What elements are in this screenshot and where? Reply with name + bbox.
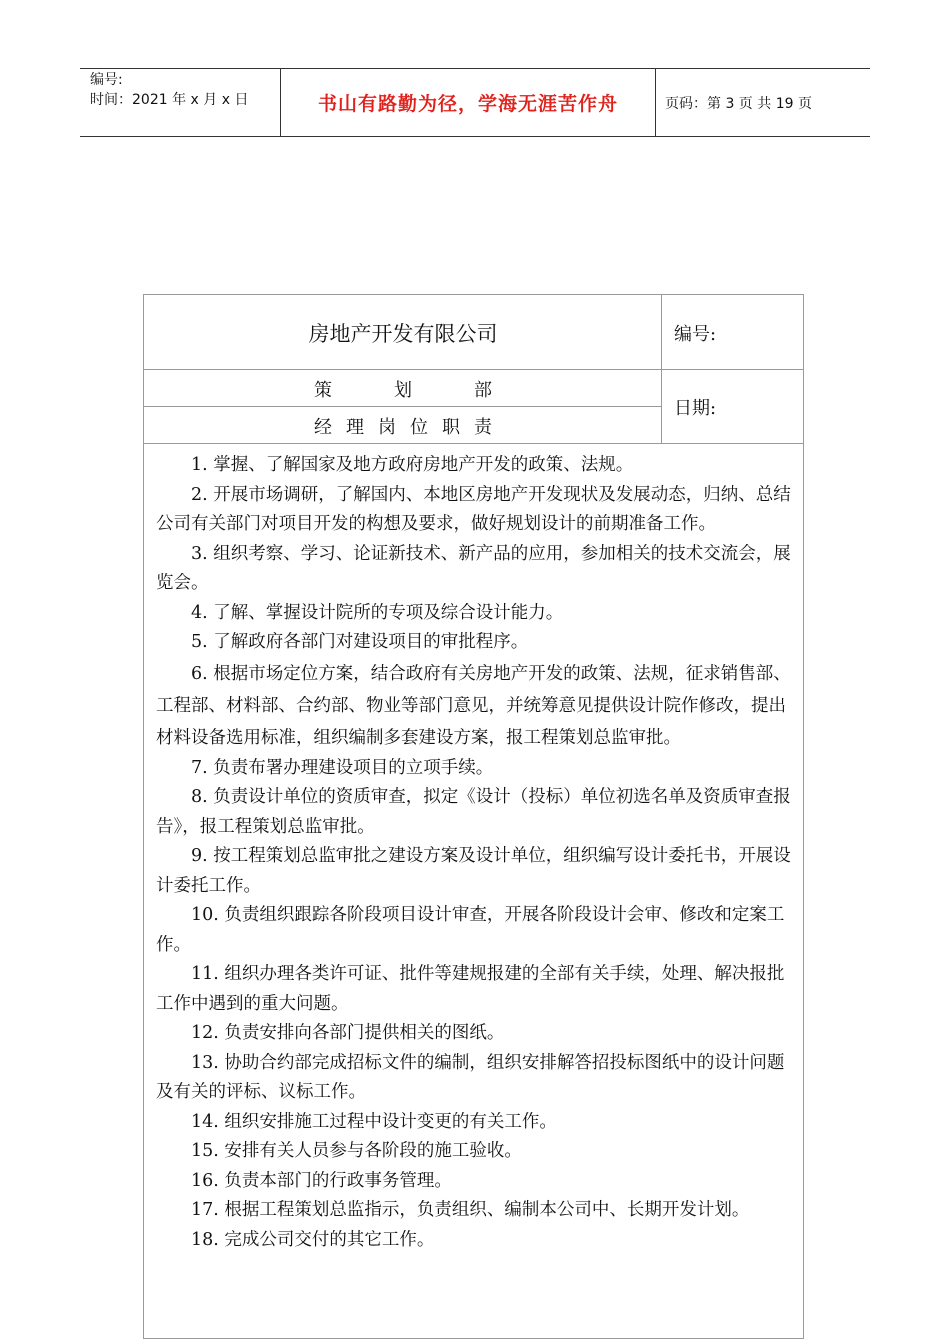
page-number: 页码：第 3 页 共 19 页 — [665, 95, 812, 112]
duty-item: 4. 了解、掌握设计院所的专项及综合设计能力。 — [191, 602, 564, 623]
motto: 书山有路勤为径，学海无涯苦作舟 — [317, 93, 618, 115]
header-page-cell — [655, 69, 870, 136]
code-label: 编号: — [674, 323, 717, 345]
duty-item: 10. 负责组织跟踪各阶段项目设计审查，开展各阶段设计会审、修改和定案工作。 — [156, 905, 785, 955]
duty-item: 3. 组织考察、学习、论证新技术、新产品的应用，参加相关的技术交流会，展览会。 — [156, 543, 791, 593]
job-description-form — [143, 294, 804, 1339]
duty-item: 12. 负责安排向各部门提供相关的图纸。 — [191, 1023, 505, 1043]
duty-item: 13. 协助合约部完成招标文件的编制，组织安排解答招投标图纸中的设计问题及有关的评标、议标工作。 — [156, 1052, 785, 1102]
header-motto-cell — [280, 69, 656, 136]
duty-item: 18. 完成公司交付的其它工作。 — [191, 1229, 435, 1250]
time-label: 时间：2021 年 x 月 x 日 — [90, 92, 249, 108]
duty-item: 17. 根据工程策划总监指示，负责组织、编制本公司中、长期开发计划。 — [191, 1200, 750, 1220]
duty-item: 11. 组织办理各类许可证、批件等建规报建的全部有关手续，处理、解决报批工作中遇到的重大问题。 — [156, 964, 785, 1014]
duty-item: 14. 组织安排施工过程中设计变更的有关工作。 — [191, 1111, 557, 1132]
duty-item: 9. 按工程策划总监审批之建设方案及设计单位，组织编写设计委托书，开展设计委托工作。 — [156, 846, 791, 896]
duties-list — [156, 451, 796, 1255]
company-name: 房地产开发有限公司 — [308, 321, 498, 346]
duty-item: 7. 负责布署办理建设项目的立项手续。 — [191, 757, 494, 778]
duty-item: 2. 开展市场调研，了解国内、本地区房地产开发现状及发展动态，归纳、总结公司有关部门对项目开发的构想及要求，做好规划设计的前期准备工作。 — [156, 484, 791, 534]
duty-item: 6. 根据市场定位方案，结合政府有关房地产开发的政策、法规，征求销售部、工程部、材料部、合约部、物业等部门意见，并统筹意见提供设计院作修改，提出材料设备选用标准，组织编制多套建设方案，报工程策划总监审批。 — [156, 663, 791, 748]
duty-item: 1. 掌握、了解国家及地方政府房地产开发的政策、法规。 — [191, 455, 634, 475]
duty-item: 5. 了解政府各部门对建设项目的审批程序。 — [191, 632, 529, 652]
position-title: 经理岗位职责 — [314, 416, 506, 438]
department-name: 策划部 — [314, 379, 554, 401]
duty-item: 15. 安排有关人员参与各阶段的施工验收。 — [191, 1141, 522, 1161]
date-label: 日期: — [674, 398, 717, 419]
duty-item: 16. 负责本部门的行政事务管理。 — [191, 1170, 452, 1191]
header-meta — [80, 69, 280, 136]
duty-item: 8. 负责设计单位的资质审查，拟定《设计（投标）单位初选名单及资质审查报告》，报工程策划总监审批。 — [156, 787, 791, 837]
number-label: 编号: — [90, 72, 123, 88]
page-header — [80, 68, 870, 137]
